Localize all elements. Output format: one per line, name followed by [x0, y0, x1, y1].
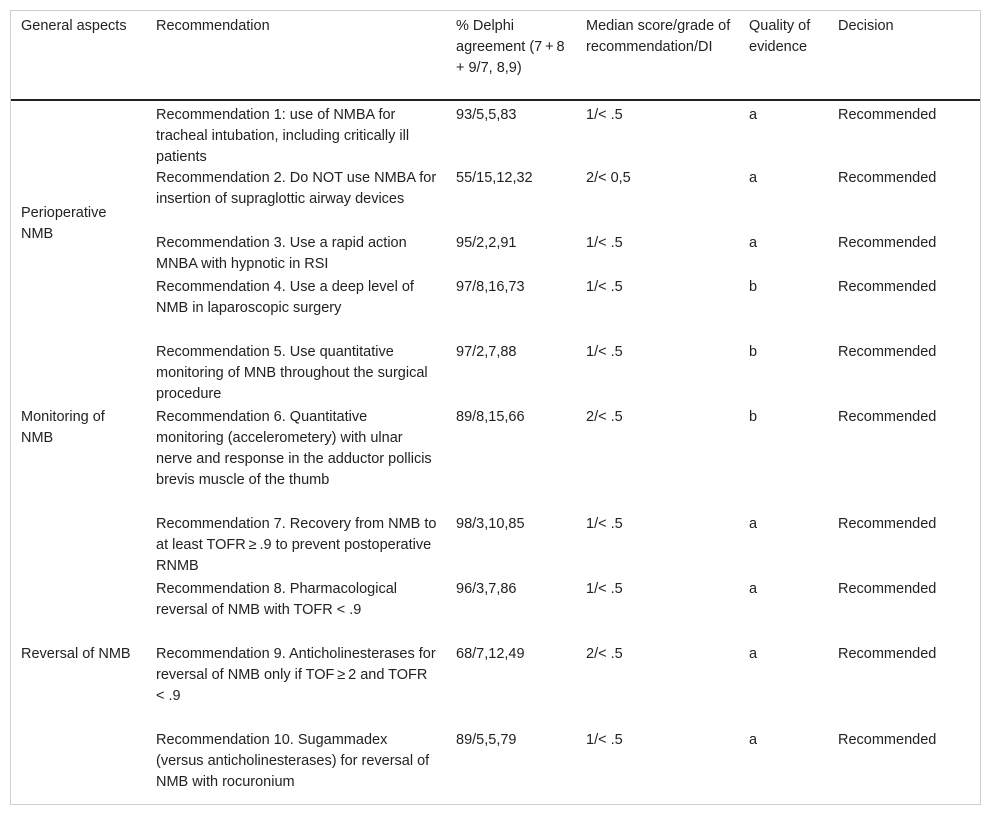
recommendation-cell: Recommendation 10. Sugammadex (versus anticholinesterases) for reversal of NMB with rocuronium	[156, 732, 430, 790]
recommendation-cell: Recommendation 2. Do NOT use NMBA for insertion of supraglottic airway devices	[156, 170, 437, 207]
recommendation-cell: Recommendation 7. Recovery from NMB to at least TOFR ≥ .9 to prevent postoperative RNMB	[156, 516, 437, 574]
decision-cell: Recommended	[838, 732, 937, 748]
table-row	[11, 514, 980, 579]
agreement-cell: 97/8,16,73	[456, 279, 525, 295]
table-row	[11, 233, 980, 277]
table-row	[11, 277, 980, 342]
median-cell: 1/< .5	[586, 235, 623, 251]
recommendation-cell: Recommendation 1: use of NMBA for tracheal intubation, including critically ill patients	[156, 107, 410, 165]
agreement-cell: 96/3,7,86	[456, 581, 517, 597]
median-cell: 2/< .5	[586, 646, 623, 662]
table-row	[11, 644, 980, 730]
quality-cell: a	[749, 581, 758, 597]
median-cell: 1/< .5	[586, 344, 623, 360]
table-row	[11, 168, 980, 233]
recommendations-table-container	[10, 10, 981, 805]
agreement-cell: 55/15,12,32	[456, 170, 533, 186]
agreement-cell: 98/3,10,85	[456, 516, 525, 532]
median-cell: 1/< .5	[586, 732, 623, 748]
median-cell: 1/< .5	[586, 516, 623, 532]
quality-cell: a	[749, 107, 758, 123]
table-row	[11, 730, 980, 795]
recommendation-cell: Recommendation 5. Use quantitative monitoring of MNB throughout the surgical procedure	[156, 344, 428, 402]
decision-cell: Recommended	[838, 409, 937, 425]
decision-cell: Recommended	[838, 581, 937, 597]
aspect-cell: Perioperative NMB	[21, 204, 107, 242]
agreement-cell: 89/5,5,79	[456, 732, 517, 748]
quality-cell: a	[749, 646, 758, 662]
recommendations-table	[11, 11, 980, 795]
header-quality-of-evidence: Quality of evidence	[739, 11, 828, 100]
decision-cell: Recommended	[838, 279, 937, 295]
quality-cell: a	[749, 170, 758, 186]
agreement-cell: 97/2,7,88	[456, 344, 517, 360]
agreement-cell: 93/5,5,83	[456, 107, 517, 123]
table-header-row	[11, 11, 980, 100]
agreement-cell: 95/2,2,91	[456, 235, 517, 251]
table-row	[11, 579, 980, 644]
decision-cell: Recommended	[838, 344, 937, 360]
recommendation-cell: Recommendation 8. Pharmacological reversal of NMB with TOFR < .9	[156, 581, 397, 618]
quality-cell: b	[749, 409, 758, 425]
decision-cell: Recommended	[838, 170, 937, 186]
median-cell: 1/< .5	[586, 279, 623, 295]
header-recommendation: Recommendation	[146, 11, 446, 100]
recommendation-cell: Recommendation 3. Use a rapid action MNBA with hypnotic in RSI	[156, 235, 407, 272]
quality-cell: b	[749, 344, 758, 360]
median-cell: 1/< .5	[586, 581, 623, 597]
table-row	[11, 342, 980, 407]
agreement-cell: 89/8,15,66	[456, 409, 525, 425]
median-cell: 1/< .5	[586, 107, 623, 123]
header-delphi-agreement: % Delphi agreement (7 + 8 + 9/7, 8,9)	[446, 11, 576, 100]
header-general-aspects: General aspects	[11, 11, 146, 100]
quality-cell: a	[749, 516, 758, 532]
median-cell: 2/< 0,5	[586, 170, 631, 186]
aspect-cell: Reversal of NMB	[21, 646, 131, 662]
median-cell: 2/< .5	[586, 409, 623, 425]
agreement-cell: 68/7,12,49	[456, 646, 525, 662]
table-row	[11, 100, 980, 168]
quality-cell: b	[749, 279, 758, 295]
recommendation-cell: Recommendation 9. Anticholinesterases for reversal of NMB only if TOF ≥ 2 and TOFR < .9	[156, 646, 436, 704]
table-row	[11, 407, 980, 514]
quality-cell: a	[749, 732, 758, 748]
header-decision: Decision	[828, 11, 980, 100]
recommendation-cell: Recommendation 4. Use a deep level of NMB in laparoscopic surgery	[156, 279, 414, 316]
decision-cell: Recommended	[838, 646, 937, 662]
aspect-cell: Monitoring of NMB	[21, 409, 105, 446]
decision-cell: Recommended	[838, 235, 937, 251]
decision-cell: Recommended	[838, 107, 937, 123]
recommendation-cell: Recommendation 6. Quantitative monitoring (accelerometery) with ulnar nerve and response in the adductor pollicis brevis muscle of the thumb	[156, 409, 432, 488]
decision-cell: Recommended	[838, 516, 937, 532]
quality-cell: a	[749, 235, 758, 251]
header-median-score: Median score/grade of recommendation/DI	[576, 11, 739, 100]
